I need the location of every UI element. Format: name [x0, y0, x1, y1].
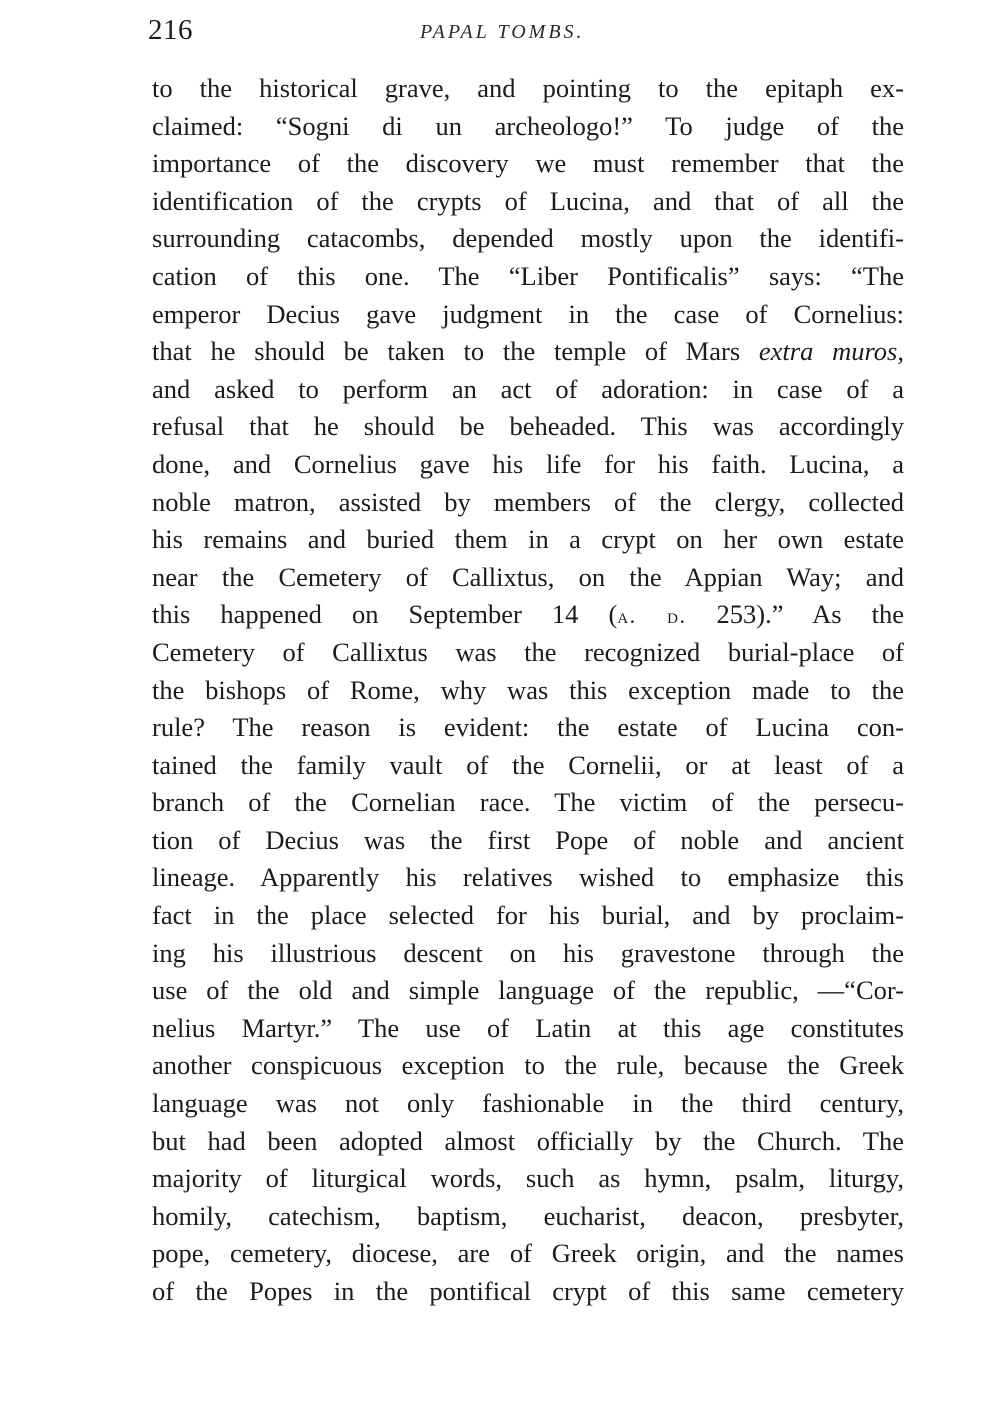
text-segment: surrounding catacombs, depended mostly upon the identifi-: [152, 223, 904, 254]
text-segment: emperor Decius gave judgment in the case of Cornelius:: [152, 298, 904, 329]
text-segment: a. d.: [617, 603, 687, 629]
text-line: [152, 1047, 904, 1085]
text-line: [152, 972, 904, 1010]
text-segment: and asked to perform an act of adoration: in case of a: [152, 373, 904, 404]
text-line: [152, 672, 904, 710]
text-segment: near the Cemetery of Callixtus, on the Appian Way; and: [152, 561, 904, 592]
text-line: [152, 822, 904, 860]
text-segment: extra muros,: [758, 336, 904, 367]
text-line: [152, 333, 904, 371]
text-segment: noble matron, assisted by members of the clergy, collected: [152, 486, 904, 517]
text-line: [152, 145, 904, 183]
text-segment: majority of liturgical words, such as hymn, psalm, liturgy,: [152, 1163, 904, 1194]
text-segment: to the historical grave, and pointing to the epitaph ex-: [152, 73, 904, 103]
text-line: [152, 634, 904, 672]
running-title: PAPAL TOMBS.: [420, 21, 585, 43]
text-line: [152, 559, 904, 597]
text-segment: lineage. Apparently his relatives wished to emphasize this: [152, 862, 904, 893]
text-segment: identification of the crypts of Lucina, and that of all the: [152, 185, 904, 216]
text-line: [152, 183, 904, 221]
text-segment: his remains and buried them in a crypt on her own estate: [152, 524, 904, 555]
text-line: [152, 935, 904, 973]
text-segment: branch of the Cornelian race. The victim of the persecu-: [152, 787, 904, 818]
text-segment: that he should be taken to the temple of Mars: [152, 336, 759, 367]
text-line: [152, 1235, 904, 1273]
text-segment: claimed: “Sogni di un archeologo!” To judge of the: [152, 110, 904, 141]
text-line: [152, 897, 904, 935]
text-line: [152, 521, 904, 559]
text-line: [152, 1010, 904, 1048]
text-segment: homily, catechism, baptism, eucharist, deacon, presbyter,: [152, 1200, 904, 1231]
text-segment: tion of Decius was the first Pope of noble and ancient: [152, 824, 904, 855]
text-segment: another conspicuous exception to the rule, because the Greek: [152, 1050, 904, 1081]
text-segment: done, and Cornelius gave his life for his faith. Lucina, a: [152, 448, 904, 479]
text-line: [152, 596, 904, 634]
text-line: [152, 108, 904, 146]
text-segment: but had been adopted almost officially by the Church. The: [152, 1125, 904, 1156]
text-line: [152, 296, 904, 334]
text-segment: pope, cemetery, diocese, are of Greek origin, and the names: [152, 1238, 904, 1269]
text-segment: tained the family vault of the Cornelii, or at least of a: [152, 749, 904, 780]
text-line: [152, 1273, 904, 1311]
text-line: [152, 709, 904, 747]
text-segment: this happened on September 14 (: [152, 599, 618, 630]
text-segment: cation of this one. The “Liber Pontificalis” says: “The: [152, 260, 904, 291]
text-segment: use of the old and simple language of the republic, —“Cor-: [152, 975, 904, 1006]
text-line: [152, 371, 904, 409]
text-segment: nelius Martyr.” The use of Latin at this age constitutes: [152, 1012, 904, 1043]
text-segment: refusal that he should be beheaded. This was accordingly: [152, 411, 904, 442]
text-line: [152, 70, 904, 108]
text-segment: of the Popes in the pontifical crypt of this same cemetery: [152, 1276, 904, 1306]
text-line: [152, 1085, 904, 1123]
text-segment: 253).” As the: [686, 599, 904, 630]
text-segment: ing his illustrious descent on his gravestone through the: [152, 937, 904, 968]
text-line: [152, 408, 904, 446]
text-line: [152, 747, 904, 785]
page-number: 216: [148, 14, 193, 46]
text-line: [152, 1160, 904, 1198]
text-segment: fact in the place selected for his burial, and by proclaim-: [152, 900, 904, 931]
text-segment: rule? The reason is evident: the estate of Lucina con-: [152, 712, 904, 743]
text-line: [152, 446, 904, 484]
text-line: [152, 1123, 904, 1161]
text-line: [152, 859, 904, 897]
page-header: [148, 14, 908, 54]
text-segment: the bishops of Rome, why was this exception made to the: [152, 674, 904, 705]
text-segment: language was not only fashionable in the third century,: [152, 1088, 904, 1119]
text-line: [152, 784, 904, 822]
text-line: [152, 258, 904, 296]
text-line: [152, 1198, 904, 1236]
text-segment: importance of the discovery we must remember that the: [152, 148, 904, 179]
text-segment: Cemetery of Callixtus was the recognized burial-place of: [152, 636, 904, 667]
text-line: [152, 220, 904, 258]
text-line: [152, 484, 904, 522]
body-text: [152, 70, 904, 1311]
